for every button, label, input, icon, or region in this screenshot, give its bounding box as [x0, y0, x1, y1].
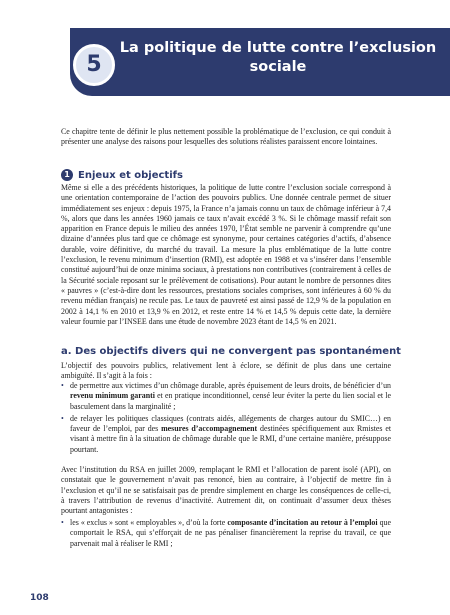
theses-list [61, 518, 391, 551]
section-number: 1 [61, 169, 73, 181]
page-number: 108 [30, 593, 49, 603]
objectives-list [61, 381, 391, 457]
list-item: • de permettre aux victimes d’un chômage durable, après épuisement de leurs droits, de bénéficier d’un revenu minimum garanti et en pratique inconditionnel, censé leur éviter la perte du lien social et le basculement dans la marginalité ; [61, 381, 391, 412]
subsection-paragraph-2: Avec l’institution du RSA en juillet 2009, remplaçant le RMI et l’allocation de parent isolé (API), on constatait que le gouvernement n’avait pas renoncé, bien au contraire, à l’objectif de mettre fin à l’exclusion et qu’il ne se satisfaisait pas de prendre simplement en charge les conséquences de celle-ci, à travers l’attribution de revenus d’inactivité. Autrement dit, on continuait d’assumer deux thèses pourtant antagonistes : [61, 465, 391, 516]
emphasis: composante d’incitation au retour à l’emploi [227, 518, 378, 527]
subsection-paragraph: L’objectif des pouvoirs publics, relativement lent à éclore, se définit de plus dans une certaine ambiguïté. Il s’agit à la fois : [61, 361, 391, 381]
section-title: Enjeux et objectifs [78, 169, 183, 181]
section-heading [61, 168, 183, 182]
emphasis: revenu minimum garanti [70, 391, 155, 401]
chapter-title: La politique de lutte contre l’exclusion sociale [119, 40, 437, 75]
section-paragraph: Même si elle a des précédents historiques, la politique de lutte contre l’exclusion sociale correspond à une orientation contemporaine de l’action des pouvoirs publics. Une donnée centrale permet de situer immédiatement ses enjeux : depuis 1975, la France n’a jamais connu un taux de chômage inférieur à 7,4 %, alors que dans les années 1960 jamais ce taux n’avait excédé 3 %. Si le chômage massif refait son apparition en France depuis le milieu des années 1970, l’État semble ne parvenir à comprendre qu’une dizaine d’années plus tard que ce chômage est synonyme, pour certaines catégories d’actifs, d’absence durable, voire définitive, du marché du travail. La mesure la plus emblématique de la lutte contre l’exclusion, le revenu minimum d’insertion (RMI), est adoptée en 1988 et va s’insérer dans l’ensemble constitué aujourd’hui de onze minima sociaux, à prestations non contributives (contrairement à celles de la Sécurité sociale reposant sur le prélèvement de cotisations). Pour autant le nombre de personnes dites « pauvres » (c’est-à-dire dont les ressources, prestations sociales comprises, sont inférieures à 60 % du revenu médian français) ne recule pas. Le taux de pauvreté est ainsi passé de 12,9 % de la population en 2002 à 14,1 % en 2010 et 13,9 % en 2012, et reste entre 14 % et 14,5 % depuis cette date, la dernière valeur fournie par l’INSEE dans une étude de novembre 2023 étant de 14,5 % en 2021. [61, 183, 391, 326]
list-item: • de relayer les politiques classiques (contrats aidés, allégements de charges autour du SMIC…) en faveur de l’emploi, par des mesures d’accompagnement destinées spécifiquement aux Rmistes et visant à mettre fin à la situation de chômage durable que le RMI, d’une certaine manière, présuppose pourtant. [61, 414, 391, 455]
intro-paragraph: Ce chapitre tente de définir le plus nettement possible la problématique de l’exclusion, ce qui conduit à présenter une analyse des raisons pour lesquelles des solutions réalistes paraissent encore lointaines. [61, 127, 391, 147]
emphasis: mesures d’accompagnement [161, 424, 258, 434]
list-item: • les « exclus » sont « employables », d’où la forte composante d’incitation au retour à l’emploi que comportait le RSA, qui s’efforçait de ne pas pénaliser financièrement la reprise du travail, ce que parvenait mal à réaliser le RMI ; [61, 518, 391, 549]
chapter-number: 5 [73, 44, 115, 86]
subsection-title: a. Des objectifs divers qui ne convergent pas spontanément [61, 346, 401, 357]
